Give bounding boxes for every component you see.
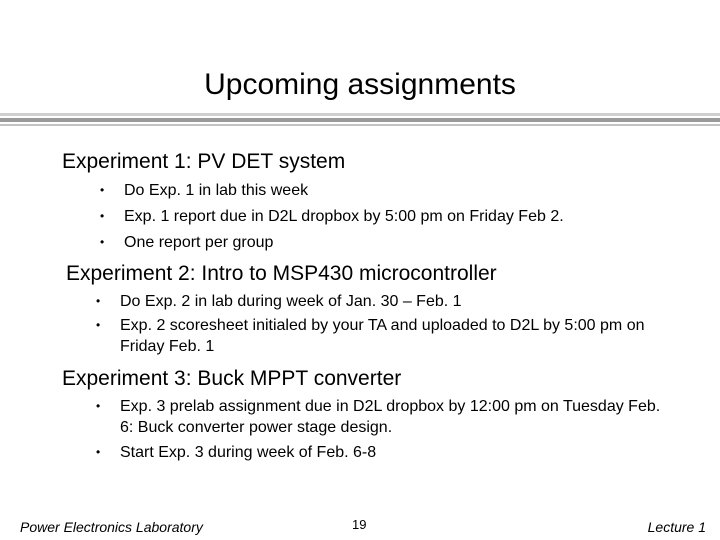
bullet-list [100,180,680,258]
rule-line [0,124,720,126]
bullet-text: Do Exp. 2 in lab during week of Jan. 30 – Feb. 1 [120,293,462,310]
rule-line [0,118,720,122]
bullet-icon: • [96,399,101,413]
rule-line [0,113,720,116]
bullet-text: Exp. 1 report due in D2L dropbox by 5:00 pm on Friday Feb 2. [124,208,564,225]
page-number: 19 [352,517,367,532]
list-item [100,180,680,206]
list-item [96,291,671,312]
footer-lab-name: Power Electronics Laboratory [20,519,203,535]
bullet-list [96,291,671,357]
section-heading: Experiment 1: PV DET system [62,150,346,173]
list-item [96,442,671,463]
section-heading: Experiment 2: Intro to MSP430 microcontroller [66,262,497,285]
list-item [100,206,680,232]
list-item [96,315,671,357]
footer-lecture-label: Lecture 1 [647,519,706,535]
bullet-icon: • [96,318,101,332]
bullet-text: Exp. 2 scoresheet initialed by your TA and uploaded to D2L by 5:00 pm on Friday Feb. 1 [120,317,645,355]
bullet-list [96,396,671,463]
list-item [100,232,680,258]
bullet-text: Do Exp. 1 in lab this week [124,182,309,199]
bullet-icon: • [100,209,105,223]
bullet-icon: • [96,294,101,308]
bullet-text: One report per group [124,234,274,251]
bullet-text: Start Exp. 3 during week of Feb. 6-8 [120,444,377,461]
bullet-icon: • [100,183,105,197]
slide-title: Upcoming assignments [204,68,516,101]
bullet-text: Exp. 3 prelab assignment due in D2L dropbox by 12:00 pm on Tuesday Feb. 6: Buck converter power stage design. [120,398,661,436]
bullet-icon: • [96,445,101,459]
section-heading: Experiment 3: Buck MPPT converter [62,367,402,390]
bullet-icon: • [100,235,105,249]
list-item [96,396,671,438]
